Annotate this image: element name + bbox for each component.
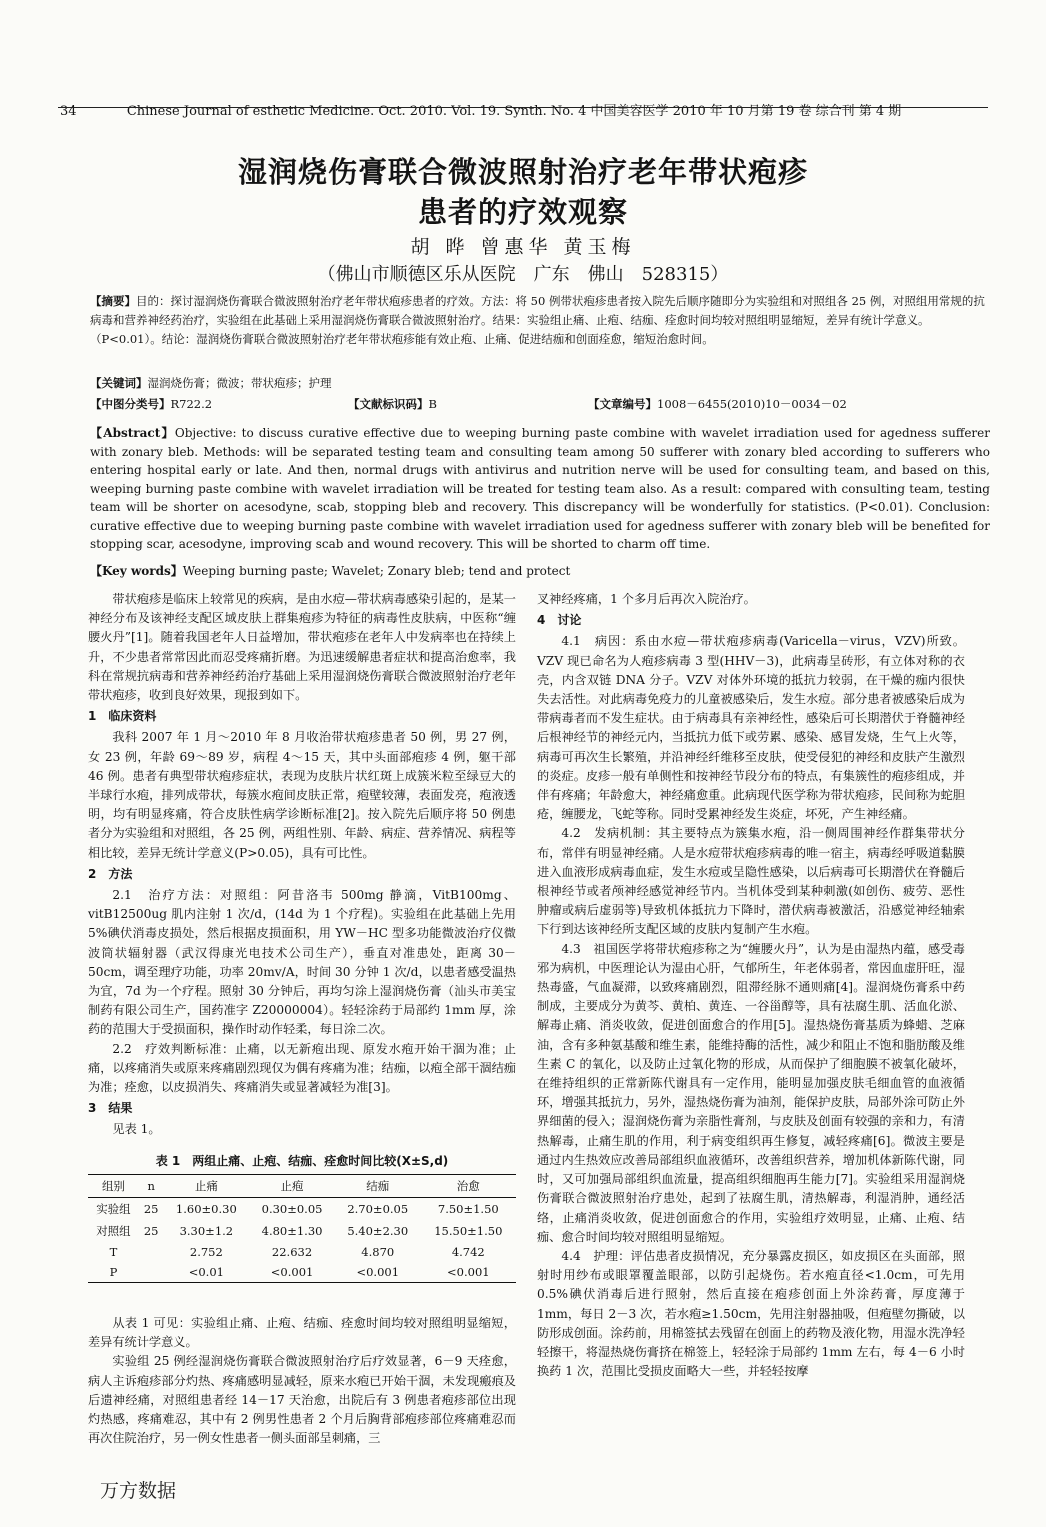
section-4-2-paragraph: 4.2 发病机制：其主要特点为簇集水疱，沿一侧周围神经作群集带状分布，常伴有明显神经痛。人是水痘带状疱疹病毒的唯一宿主，病毒经呼吸道黏膜进入血液形成病毒血症，发生水痘或呈隐性感染，以后病毒可长期潜伏在脊髓后根神经节或者颅神经感觉神经节内。当机体受到某种刺激(如创伤、疲劳、恶性肿瘤或病后虚弱等)导致机体抵抗力下降时，潜伏病毒被激活，沿感觉神经轴索下行到达该神经所支配区域的皮肤内复制产生水疱。: [537, 826, 965, 937]
table-cell: 0.30±0.05: [261, 1202, 323, 1216]
intro-paragraph: 带状疱疹是临床上较常见的疾病，是由水痘—带状病毒感染引起的，是某一神经分布及该神经支配区域皮肤上群集疱疹为特征的病毒性皮肤病，中医称“缠腰火丹”[1]。随着我国老年人日益增加，带状疱疹在老年人中发病率也在持续上升，不少患者常常因此而忍受疼痛折磨。为迅速缓解患者症状和提高治愈率，我科在常规抗病毒和营养神经药治疗基础上采用湿润烧伤膏联合微波照射治疗老年带状疱疹，收到良好效果，现报到如下。: [88, 592, 516, 703]
table-cell: 22.632: [271, 1245, 313, 1259]
table-row: [88, 1242, 516, 1262]
section-4-1-paragraph: 4.1 病因：系由水痘—带状疱疹病毒(Varicella－virus，VZV)所致。VZV 现已命名为人疱疹病毒 3 型(HHV－3)，此病毒呈砖形，有立体对称的衣壳，内含双链 DNA 分子。VZV 对体外环境的抵抗力较弱，在干燥的痂内很快失去活性。对此病毒免疫力的儿童被感染后，发生水痘。部分患者被感染后成为带病毒者而不发生症状。由于病毒具有亲神经性，感染后可长期潜伏于脊髓神经后根神经节的神经元内，当抵抗力低下或劳累、感染、感冒发烧，生气上火等，病毒可再次生长繁殖，并沿神经纤维移至皮肤，使受侵犯的神经和皮肤产生激烈的炎症。皮疹一般有单侧性和按神经节段分布的特点，有集簇性的疱疹组成，并伴有疼痛；年龄愈大，神经痛愈重。此病现代医学称为带状疱疹，民间称为蛇胆疮，缠腰龙，飞蛇等称。同时受累神经发生炎症，坏死，产生神经痛。: [537, 634, 965, 822]
table-cell: 25: [143, 1202, 159, 1216]
section-4-4-paragraph: 4.4 护理：评估患者皮损情况，充分暴露皮损区，如皮损区在头面部，照射时用纱布或眼罩覆盖眼部，以防引起烧伤。若水疱直径<1.0cm，可先用 0.5%碘伏消毒后进行照射，然后直接在疱疹创面上外涂药膏，厚度薄于 1mm，每日 2－3 次，若水疱≥1.50cm，先用注射器抽吸，但疱壁勿撕破，以防形成创面。涂药前，用棉签拭去残留在创面上的药物及液化物，用湿水洗净轻轻擦干，将湿热烧伤膏挤在棉签上，轻轻涂于局部约 1mm 左右，每 4－6 小时换药 1 次，范围比受损皮面略大一些，并轻轻按摩: [537, 1248, 965, 1379]
running-header: [60, 100, 901, 119]
table-cell: P: [109, 1265, 118, 1279]
table-cell: 7.50±1.50: [437, 1202, 499, 1216]
header-scab: 结痂: [366, 1179, 390, 1193]
results-table: [88, 1174, 516, 1283]
table-cell: <0.001: [270, 1265, 314, 1279]
continued-text: 叉神经疼痛，1 个多月后再次入院治疗。: [537, 592, 756, 606]
section-1-paragraph: 我科 2007 年 1 月～2010 年 8 月收治带状疱疹患者 50 例，男 27 例，女 23 例，年龄 69～89 岁，病程 4～15 天，其中头面部疱疹 4 例，躯干部 46 例。患者有典型带状疱疹症状，表现为皮肤片状红斑上成簇米粒至绿豆大的半球行水疱，排列成带状，每簇水疱间皮肤正常，疱壁较薄，表面发亮，疱液透明，均有明显疼痛，符合皮肤性病学诊断标准[2]。按入院先后顺序将 50 例患者分为实验组和对照组，各 25 例，两组性别、年龄、病症、营养情况、病程等相比较，差异无统计学意义(P>0.05)，具有可比性。: [88, 730, 516, 860]
clc-value: R722.2: [170, 397, 213, 411]
table-cell: 1.60±0.30: [175, 1202, 237, 1216]
results-paragraph: 实验组 25 例经湿润烧伤膏联合微波照射治疗后疗效显著，6－9 天痊愈，病人主诉疱疹部分灼热、疼痛感明显减轻，原来水疱已开始干涸，未发现瘢痕及后遗神经痛，对照组患者经 14－17 天治愈，出院后有 3 例患者疱疹部位出现灼热感，疼痛难忍，其中有 2 例男性患者 2 个月后胸背部疱疹部位疼痛难忍而再次住院治疗，另一例女性患者一侧头面部呈刺痛，三: [88, 1354, 516, 1446]
table-cell: 3.30±1.2: [179, 1224, 234, 1238]
header-cure: 治愈: [456, 1179, 480, 1193]
table-row: [88, 1220, 516, 1242]
header-group: 组别: [101, 1179, 125, 1193]
article-title-line2: 患者的疗效观察: [417, 195, 628, 229]
article-title-line1: 湿润烧伤膏联合微波照射治疗老年带状疱疹: [237, 155, 808, 189]
page-number: 34: [60, 104, 77, 119]
abstract-en: [90, 424, 990, 554]
abstract-cn: [90, 292, 990, 349]
affiliation: （佛山市顺德区乐从医院 广东 佛山 528315）: [317, 264, 729, 285]
abstract-en-text: Objective: to discuss curative effective due to weeping burning paste combine with wavelet irradiation used for agedness sufferer with zonary bleb. Methods: will be separated testing team and consulting team among 50 sufferer with zonary bled according to sufferers who entering hospital early or late. And then, normal drugs with antivirus and nutrition nerve will be used for consulting team, and based on this, weeping burning paste combine with wavelet irradiation will be treated for testing team also. As a result: compared with consulting team, testing team will be shorter on acesodyne, scab, stopping bleb and recovery. This discrepancy will be wonderfully for statistics. (P<0.01). Conclusion: curative effective due to weeping burning paste combine with wavelet irradiation used for agedness sufferer with zonary bleb will be benefited for stopping scar, acesodyne, improving scab and wound recovery. This will be shorted to charm off time.: [90, 426, 991, 551]
right-column: [537, 590, 965, 1381]
table-cell: 2.752: [189, 1245, 223, 1259]
table-cell: <0.01: [188, 1265, 224, 1279]
table-cell: 2.70±0.05: [347, 1202, 409, 1216]
header-rule: [58, 107, 988, 108]
article-no-label: 【文章编号】: [588, 397, 657, 411]
table-cell: <0.001: [356, 1265, 400, 1279]
clc-label: 【中图分类号】: [90, 397, 171, 411]
section-2-2-paragraph: 2.2 疗效判断标准：止痛，以无新疱出现、原发水疱开始干涸为准；止痛，以疼痛消失或原来疼痛剧烈现仅为偶有疼痛为准；结痂，以疱全部干涸结痂为准；痊愈，以皮损消失、疼痛消失或显著减轻为准[3]。: [88, 1041, 516, 1095]
table-cell: 25: [143, 1224, 159, 1238]
table-cell: 15.50±1.50: [434, 1224, 503, 1238]
header-pain: 止痛: [194, 1179, 218, 1193]
section-4-3-paragraph: 4.3 祖国医学将带状疱疹称之为“缠腰火丹”，认为是由湿热内蕴，感受毒邪为病机，中医理论认为湿由心肝，气郁所生，年老体弱者，常因血虚肝旺，湿热毒盛，气血凝滞，以致疼痛剧烈，阻滞经脉不通则痛[4]。湿润烧伤膏系中药制成，主要成分为黄芩、黄柏、黄连、一谷甾醇等，具有祛腐生肌、活血化淤、解毒止痛、消炎收敛，促进创面愈合的作用[5]。湿热烧伤膏基质为蜂蜡、芝麻油，含有多种氨基酸和维生素，能维持酶的活性，减少和阻止不饱和脂肪酸及维生素 C 的氧化，以及防止过氧化物的形成，从而保护了细胞膜不被氧化破坏，在维持组织的正常新陈代谢具有一定作用，能明显加强皮肤毛细血管的血液循环，增强其抵抗力，另外，湿热烧伤膏为油剂，能保护皮肤，局部外涂可防止外界细菌的侵入；湿润烧伤膏为亲脂性膏剂，与皮肤及创面有较强的亲和力，有清热解毒，止痛生肌的作用，利于病变组织再生修复，减轻疼痛[6]。微波主要是通过内生热效应改善局部组织血液循环，改善组织营养，增加机体新陈代谢，同时，又可加强局部组织血流量，提高组织细胞再生能力[7]。实验组采用湿润烧伤膏联合微波照射治疗患处，起到了祛腐生肌，清热解毒，利湿消肿，通经活络，止痛消炎收敛，促进创面愈合的作用，实验组疗效明显，止痛、止疱、结痂、愈合时间均较对照组明显缩短。: [537, 941, 965, 1244]
header-blister: 止疱: [280, 1179, 304, 1193]
table-cell: 4.870: [361, 1245, 395, 1259]
keywords-en-text: Weeping burning paste; Wavelet; Zonary bleb; tend and protect: [182, 564, 571, 578]
left-column-top: [88, 590, 516, 1140]
table-cell: 对照组: [96, 1224, 131, 1238]
table-caption: 表 1 两组止痛、止疱、结痂、痊愈时间比较(X±S,d): [155, 1154, 449, 1168]
left-column-bottom: [88, 1314, 516, 1448]
authors: 胡 晔 曾惠华 黄玉梅: [410, 236, 636, 258]
keywords-cn: [90, 374, 990, 393]
table-row: [88, 1262, 516, 1283]
table-cell: 实验组: [96, 1202, 131, 1216]
table-header-row: [88, 1175, 516, 1198]
doc-code-label: 【文献标识码】: [348, 397, 429, 411]
after-table-paragraph: 从表 1 可见：实验组止痛、止疱、结痂、痊愈时间均较对照组明显缩短，差异有统计学意义。: [88, 1316, 516, 1350]
abstract-label: 【摘要】: [90, 294, 136, 308]
header-n: n: [147, 1179, 155, 1193]
section-heading-3: 3 结果: [88, 1101, 133, 1116]
table-cell: 4.80±1.30: [261, 1224, 323, 1238]
doc-code-value: B: [428, 397, 437, 411]
keywords-text: 湿润烧伤膏；微波；带状疱疹；护理: [147, 376, 332, 390]
table-cell: <0.001: [447, 1265, 490, 1279]
keywords-en-label: 【Key words】: [90, 564, 183, 578]
section-3-paragraph: 见表 1。: [112, 1122, 161, 1137]
journal-citation: Chinese Journal of esthetic Medicine. Oct. 2010. Vol. 19. Synth. No. 4 中国美容医学 2010 年 10 月第 19 卷 综合刊 第 4 期: [126, 104, 902, 119]
keywords-label: 【关键词】: [90, 376, 148, 390]
table-cell: 4.742: [451, 1245, 485, 1259]
database-watermark: 万方数据: [100, 1480, 177, 1502]
table-row: [88, 1198, 516, 1221]
abstract-en-label: 【Abstract】: [90, 426, 175, 440]
table-cell: [139, 1262, 164, 1283]
table-cell: [139, 1242, 164, 1262]
section-2-1-paragraph: 2.1 治疗方法：对照组：阿昔洛韦 500mg 静滴，VitB100mg、vitB12500ug 肌内注射 1 次/d，(14d 为 1 个疗程)。实验组在此基础上先用 5%碘伏消毒皮损处，然后根据皮损面积，用 YW－HC 型多功能微波治疗仪微波筒状辐射器（武汉得康光电技术公司生产），垂直对准患处，距离 30－50cm，调至理疗功能，功率 20mv/A，时间 30 分钟 1 次/d，以患者感受温热为宜，7d 为一个疗程。照射 30 分钟后，再均匀涂上湿润烧伤膏（汕头市美宝制药有限公司生产，国药准字 Z20000004）。轻轻涂药于局部约 1mm 厚，涂药的范围大于受损面积，操作时动作轻柔，每日涂二次。: [88, 888, 516, 1037]
section-heading-1: 1 临床资料: [88, 709, 157, 724]
keywords-en: [90, 562, 990, 581]
section-heading-2: 2 方法: [88, 866, 133, 881]
abstract-text: 目的：探讨湿润烧伤膏联合微波照射治疗老年带状疱疹患者的疗效。方法：将 50 例带状疱疹患者按入院先后顺序随即分为实验组和对照组各 25 例，对照组用常规的抗病毒和营养神经药治疗，实验组在此基础上采用湿润烧伤膏联合微波照射治疗。结果：实验组止痛、止疱、结痂、痊愈时间均较对照组明显缩短，差异有统计学意义。（P<0.01）。结论：湿润烧伤膏联合微波照射治疗老年带状疱疹能有效止疱、止痛、促进结痂和创面痊愈，缩短治愈时间。: [90, 294, 985, 346]
article-no-value: 1008－6455(2010)10－0034－02: [657, 397, 847, 411]
table-cell: 5.40±2.30: [347, 1224, 409, 1238]
table-cell: T: [109, 1245, 118, 1259]
section-heading-4: 4 讨论: [537, 613, 582, 628]
